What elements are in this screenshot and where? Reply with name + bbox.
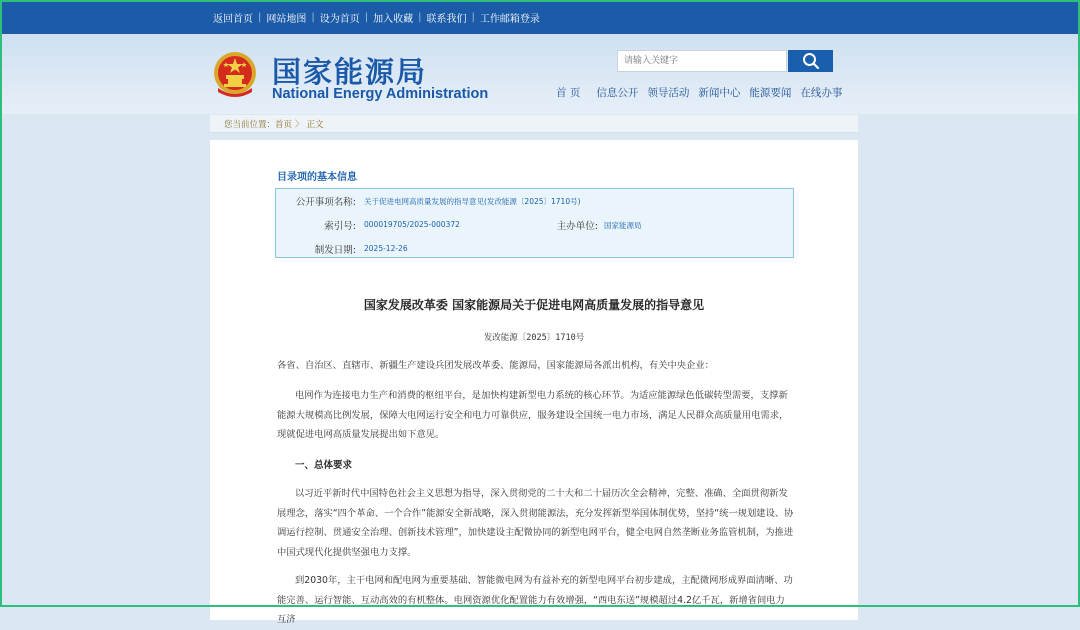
magnifier-icon (802, 52, 820, 70)
site-title-cn[interactable]: 国家能源局 (272, 55, 428, 89)
national-emblem-icon[interactable] (212, 50, 258, 98)
organizer-value[interactable]: 国家能源局 (604, 221, 642, 230)
issue-date-value: 2025-12-26 (364, 244, 408, 253)
index-value: 000019705/2025-000372 (364, 220, 460, 229)
breadcrumb-home[interactable]: 首页 (275, 119, 293, 130)
search-input[interactable] (617, 50, 787, 72)
nav-home[interactable]: 首 页 (556, 87, 581, 99)
organizer-label: 主办单位: (556, 221, 598, 232)
document-number: 发改能源〔2025〕1710号 (483, 333, 585, 343)
document-paragraph-2: 以习近平新时代中国特色社会主义思想为指导，深入贯彻党的二十大和二十届历次全会精神，完整、准确、全面贯彻新发展理念，落实“四个革命、一个合作”能源安全新战略，深入贯彻能源法，充分发挥新型举国体制优势，坚持“统一规划建设、协调运行控制、贯通安全治理、创新技术管理”，加快建设主配微协同的新型电网平台，健全电网自然垄断业务监管机制，为推进中国式现代化提供坚强电力支撑。 (277, 488, 794, 558)
top-link-contact[interactable]: 联系我们 (426, 13, 467, 25)
breadcrumb-current: 正文 (306, 119, 324, 130)
breadcrumb-label: 您当前位置： (224, 119, 276, 130)
document-paragraph-3: 到2030年，主干电网和配电网为重要基础、智能微电网为有益补充的新型电网平台初步建成，主配微网形成界面清晰、功能完善、运行智能、互动高效的有机整体。电网资源优化配置能力有效增强，“西电东送”规模超过4.2亿千瓦，新增省间电力互济 (277, 575, 793, 625)
item-name-value[interactable]: 关于促进电网高质量发展的指导意见(发改能源〔2025〕1710号) (364, 197, 581, 206)
section-heading-general-requirements: 一、总体要求 (295, 460, 353, 471)
breadcrumb (210, 115, 858, 133)
nav-leadership[interactable]: 领导活动 (647, 87, 690, 99)
top-link-home[interactable]: 返回首页 (213, 13, 253, 25)
top-link-favorite[interactable]: 加入收藏 (373, 13, 414, 25)
breadcrumb-separator: 〉 (295, 119, 304, 130)
search-button[interactable] (788, 50, 833, 72)
issue-date-label: 制发日期: (314, 245, 356, 256)
main-nav (556, 85, 851, 100)
item-name-label: 公开事项名称: (295, 197, 356, 208)
nav-online-services[interactable]: 在线办事 (800, 87, 843, 99)
nav-news-center[interactable]: 新闻中心 (698, 87, 741, 99)
document-paragraph-1: 电网作为连接电力生产和消费的枢纽平台，是加快构建新型电力系统的核心环节。为适应能源绿色低碳转型需要，支撑新能源大规模高比例发展，保障大电网运行安全和电力可靠供应，服务建设全国统一电力市场，满足人民群众高质量用电需求，现就促进电网高质量发展提出如下意见。 (277, 390, 789, 440)
site-header (0, 34, 1080, 114)
site-title-en[interactable]: National Energy Administration (272, 86, 489, 102)
document-addressee: 各省、自治区、直辖市、新疆生产建设兵团发展改革委、能源局，国家能源局各派出机构，有关中央企业： (277, 360, 714, 371)
nav-info-disclosure[interactable]: 信息公开 (596, 87, 639, 99)
top-link-set-homepage[interactable]: 设为首页 (319, 13, 360, 25)
nav-energy-news[interactable]: 能源要闻 (749, 87, 792, 99)
top-bar (0, 0, 1080, 34)
document-title: 国家发展改革委 国家能源局关于促进电网高质量发展的指导意见 (363, 298, 705, 312)
index-label: 索引号: (324, 221, 356, 232)
top-link-work-email[interactable]: 工作邮箱登录 (479, 13, 540, 25)
top-links: 返回首页 | 网站地图 | 设为首页 | 加入收藏 | 联系我们 | 工作邮箱登录 (213, 11, 540, 25)
catalog-section-title: 目录项的基本信息 (277, 172, 357, 183)
top-link-sitemap[interactable]: 网站地图 (266, 13, 307, 25)
